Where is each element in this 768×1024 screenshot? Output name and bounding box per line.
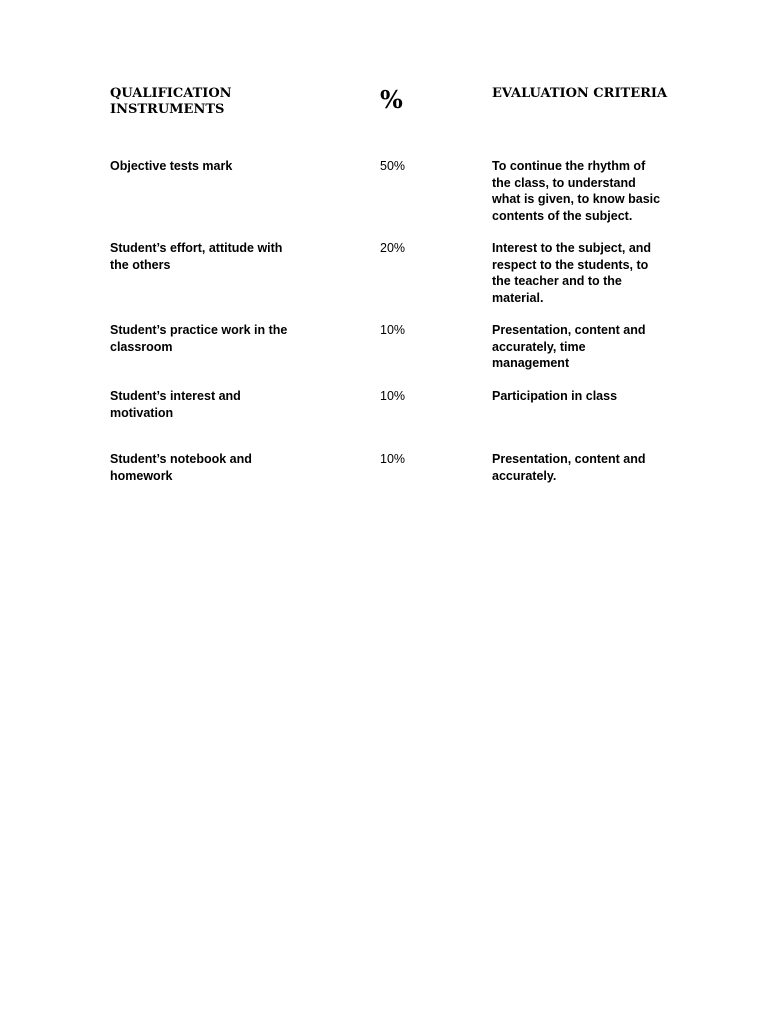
header-percent: % — [380, 85, 403, 114]
header-instruments: QUALIFICATION INSTRUMENTS — [110, 86, 232, 117]
row-instrument: Student’s practice work in the classroom — [110, 323, 288, 354]
row-instrument: Student’s effort, attitude with the others — [110, 241, 283, 272]
row-criteria: Participation in class — [492, 389, 618, 403]
row-percent: 10% — [380, 452, 406, 466]
row-criteria: Presentation, content and accurately, time management — [492, 323, 646, 370]
row-criteria: To continue the rhythm of the class, to understand what is given, to know basic contents of the subject. — [492, 159, 661, 223]
row-percent: 10% — [380, 323, 406, 337]
header-criteria: EVALUATION CRITERIA — [492, 86, 668, 101]
row-percent: 10% — [380, 389, 406, 403]
row-criteria: Presentation, content and accurately. — [492, 452, 646, 483]
row-criteria: Interest to the subject, and respect to the students, to the teacher and to the material. — [492, 241, 652, 305]
row-instrument: Objective tests mark — [110, 159, 233, 173]
row-percent: 20% — [380, 241, 406, 255]
row-instrument: Student’s notebook and homework — [110, 452, 252, 483]
row-percent: 50% — [380, 159, 406, 173]
row-instrument: Student’s interest and motivation — [110, 389, 241, 420]
